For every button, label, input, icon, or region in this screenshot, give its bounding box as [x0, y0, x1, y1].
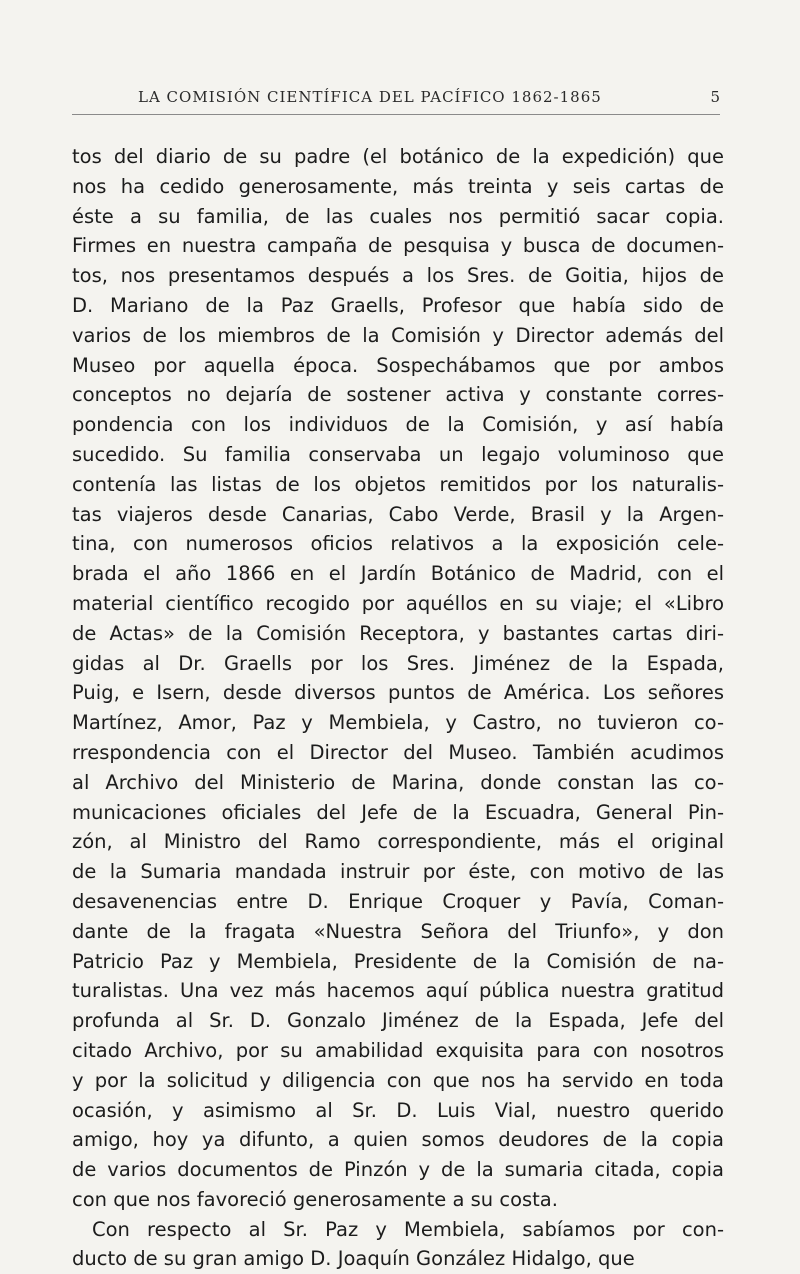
text-line: contenía las listas de los objetos remitidos por los naturalis-	[72, 472, 724, 496]
text-line: D. Mariano de la Paz Graells, Profesor que había sido de	[72, 293, 724, 317]
text-line: citado Archivo, por su amabilidad exquisita para con nosotros	[72, 1038, 724, 1062]
text-line: y por la solicitud y diligencia con que nos ha servido en toda	[72, 1068, 724, 1092]
text-line: Firmes en nuestra campaña de pesquisa y busca de documen-	[72, 234, 724, 258]
text-line: ducto de su gran amigo D. Joaquín González Hidalgo, que	[72, 1247, 635, 1271]
text-line: tos del diario de su padre (el botánico de la expedición) que	[72, 145, 724, 168]
header-rule	[72, 114, 720, 115]
text-line: con que nos favoreció generosamente a su costa.	[72, 1187, 558, 1211]
text-line: profunda al Sr. D. Gonzalo Jiménez de la Espada, Jefe del	[72, 1009, 724, 1033]
text-line: Martínez, Amor, Paz y Membiela, y Castro, no tuvieron co-	[72, 711, 724, 735]
text-line: ocasión, y asimismo al Sr. D. Luis Vial, nuestro querido	[72, 1098, 724, 1122]
page-header	[72, 88, 720, 118]
text-line: conceptos no dejaría de sostener activa y constante corres-	[72, 383, 724, 407]
text-line: zón, al Ministro del Ramo correspondiente, más el original	[72, 830, 724, 854]
text-line: tina, con numerosos oficios relativos a la exposición cele-	[72, 532, 724, 556]
text-line: material científico recogido por aquéllos en su viaje; el «Libro	[72, 591, 724, 615]
text-line: rrespondencia con el Director del Museo. También acudimos	[72, 740, 724, 764]
text-line: éste a su familia, de las cuales nos permitió sacar copia.	[72, 204, 724, 228]
text-line: turalistas. Una vez más hacemos aquí pública nuestra gratitud	[72, 979, 724, 1003]
body-text	[72, 142, 724, 1274]
text-line: de Actas» de la Comisión Receptora, y bastantes cartas diri-	[72, 621, 724, 645]
text-line: desavenencias entre D. Enrique Croquer y Pavía, Coman-	[72, 889, 724, 913]
text-line: municaciones oficiales del Jefe de la Escuadra, General Pin-	[72, 800, 724, 824]
text-line: dante de la fragata «Nuestra Señora del Triunfo», y don	[72, 919, 724, 943]
text-line: Museo por aquella época. Sospechábamos que por ambos	[72, 353, 724, 377]
text-line: tas viajeros desde Canarias, Cabo Verde, Brasil y la Argen-	[72, 502, 724, 526]
text-line: tos, nos presentamos después a los Sres. de Goitia, hijos de	[72, 264, 724, 288]
text-line: nos ha cedido generosamente, más treinta y seis cartas de	[72, 174, 724, 198]
text-line: de la Sumaria mandada instruir por éste, con motivo de las	[72, 860, 724, 884]
text-line: brada el año 1866 en el Jardín Botánico de Madrid, con el	[72, 562, 724, 586]
text-line: Puig, e Isern, desde diversos puntos de América. Los señores	[72, 681, 724, 705]
text-line: amigo, hoy ya difunto, a quien somos deudores de la copia	[72, 1128, 724, 1152]
text-line: varios de los miembros de la Comisión y Director además del	[72, 323, 724, 347]
text-line: al Archivo del Ministerio de Marina, donde constan las co-	[72, 770, 724, 794]
text-line: pondencia con los individuos de la Comisión, y así había	[72, 413, 724, 437]
text-line: Patricio Paz y Membiela, Presidente de la Comisión de na-	[72, 949, 724, 973]
text-line: gidas al Dr. Graells por los Sres. Jiménez de la Espada,	[72, 651, 724, 675]
text-line: de varios documentos de Pinzón y de la sumaria citada, copia	[72, 1158, 724, 1182]
page-number: 5	[710, 88, 720, 106]
text-line: Con respecto al Sr. Paz y Membiela, sabíamos por con-	[92, 1217, 724, 1241]
text-line: sucedido. Su familia conservaba un legajo voluminoso que	[72, 442, 724, 466]
running-title: LA COMISIÓN CIENTÍFICA DEL PACÍFICO 1862-1865	[138, 88, 602, 106]
